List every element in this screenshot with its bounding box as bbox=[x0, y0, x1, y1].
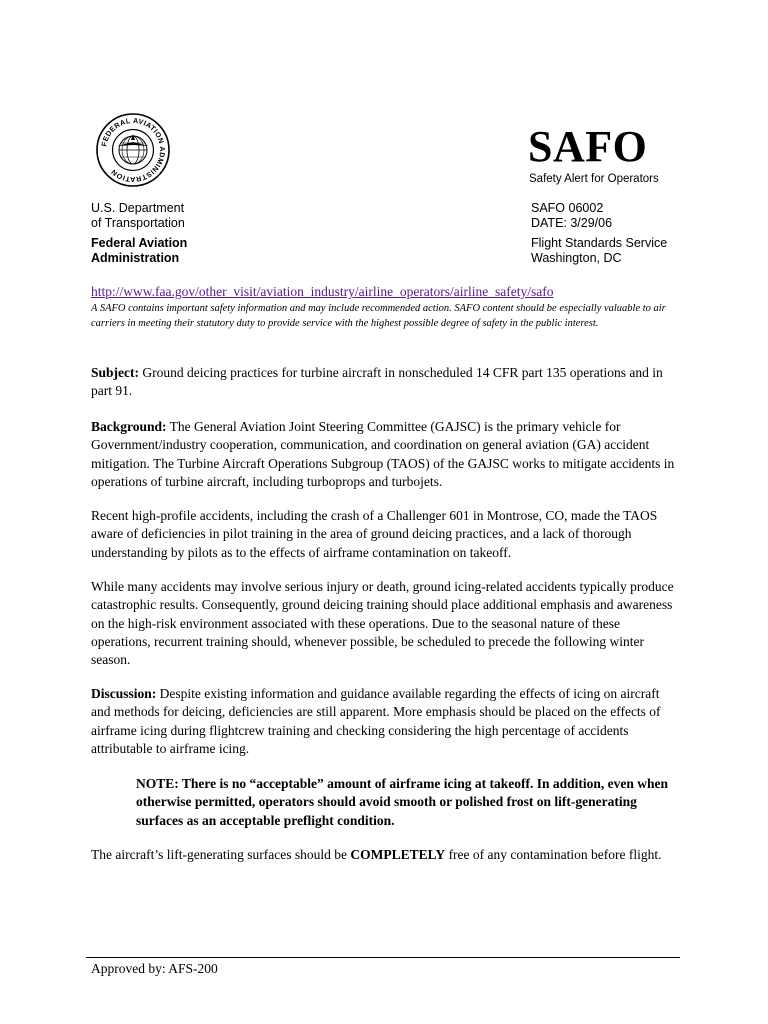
background-text: The General Aviation Joint Steering Committee (GAJSC) is the primary vehicle for Government/industry cooperation, communication, and coordination on general aviation (GA) accident mitigation. The Turbine Aircraft Operations Subgroup (TAOS) of the GAJSC works to mitigate accidents in operations of turbine aircraft, including turboprops and turbojets. bbox=[91, 419, 675, 489]
safo-date: DATE: 3/29/06 bbox=[531, 216, 613, 230]
footer-rule bbox=[86, 957, 680, 958]
safo-url-link[interactable]: http://www.faa.gov/other_visit/aviation_industry/airline_operators/airline_safety/safo bbox=[91, 284, 554, 299]
discussion-paragraph bbox=[91, 685, 681, 758]
header-left-block bbox=[91, 201, 187, 266]
final-text-post: free of any contamination before flight. bbox=[445, 847, 662, 862]
agency-line-2: Administration bbox=[91, 251, 180, 265]
dept-line-2: of Transportation bbox=[91, 216, 185, 230]
header-right-block bbox=[531, 201, 667, 266]
office-location: Washington, DC bbox=[531, 251, 622, 265]
background-label: Background: bbox=[91, 419, 167, 434]
approved-by: Approved by: AFS-200 bbox=[91, 961, 218, 976]
recent-accidents-paragraph: Recent high-profile accidents, including the crash of a Challenger 601 in Montrose, CO, made the TAOS aware of deficiencies in pilot training in the area of ground deicing practices, and a lack of thorough understanding by pilots as to the effects of airframe contamination on takeoff. bbox=[91, 508, 658, 560]
final-emphasis: COMPLETELY bbox=[350, 847, 446, 862]
faa-seal-logo bbox=[95, 112, 171, 188]
discussion-label: Discussion: bbox=[91, 686, 157, 701]
agency-line-1: Federal Aviation bbox=[91, 236, 188, 250]
safo-subtitle: Safety Alert for Operators bbox=[529, 173, 659, 185]
safo-title: SAFO bbox=[528, 122, 648, 171]
dept-line-1: U.S. Department bbox=[91, 201, 185, 215]
background-paragraph bbox=[91, 418, 681, 491]
subject-label: Subject: bbox=[91, 365, 139, 380]
discussion-text: Despite existing information and guidance available regarding the effects of icing on aircraft and methods for deicing, deficiencies are still apparent. More emphasis should be placed on the effects of airframe icing during flightcrew training and checking considering the high percentage of accidents attributable to airframe icing. bbox=[91, 686, 661, 756]
safo-number: SAFO 06002 bbox=[531, 201, 604, 215]
issuing-office: Flight Standards Service bbox=[531, 236, 668, 250]
final-paragraph bbox=[91, 846, 681, 864]
disclaimer-text: A SAFO contains important safety information and may include recommended action. SAFO content should be especially valuable to air carriers in meeting their statutory duty to provide service with the highest possible degree of safety in the public interest. bbox=[91, 303, 666, 329]
training-emphasis-paragraph: While many accidents may involve serious injury or death, ground icing-related accidents typically produce catastrophic results. Consequently, ground deicing training should place additional emphasis and awareness on the high-risk environment associated with these operations. Due to the seasonal nature of these operations, recurrent training should, whenever possible, be scheduled to precede the following winter season. bbox=[91, 579, 674, 668]
final-text-pre: The aircraft’s lift-generating surfaces should be bbox=[91, 847, 351, 862]
note-block: NOTE: There is no “acceptable” amount of airframe icing at takeoff. In addition, even when otherwise permitted, operators should avoid smooth or polished frost on lift-generating surfaces as an acceptable preflight condition. bbox=[136, 776, 668, 828]
subject-text: Ground deicing practices for turbine aircraft in nonscheduled 14 CFR part 135 operations and in part 91. bbox=[91, 365, 663, 399]
svg-text:FEDERAL AVIATION ADMINISTRATIO: FEDERAL AVIATION ADMINISTRATION bbox=[99, 115, 168, 185]
subject-paragraph bbox=[91, 364, 681, 401]
